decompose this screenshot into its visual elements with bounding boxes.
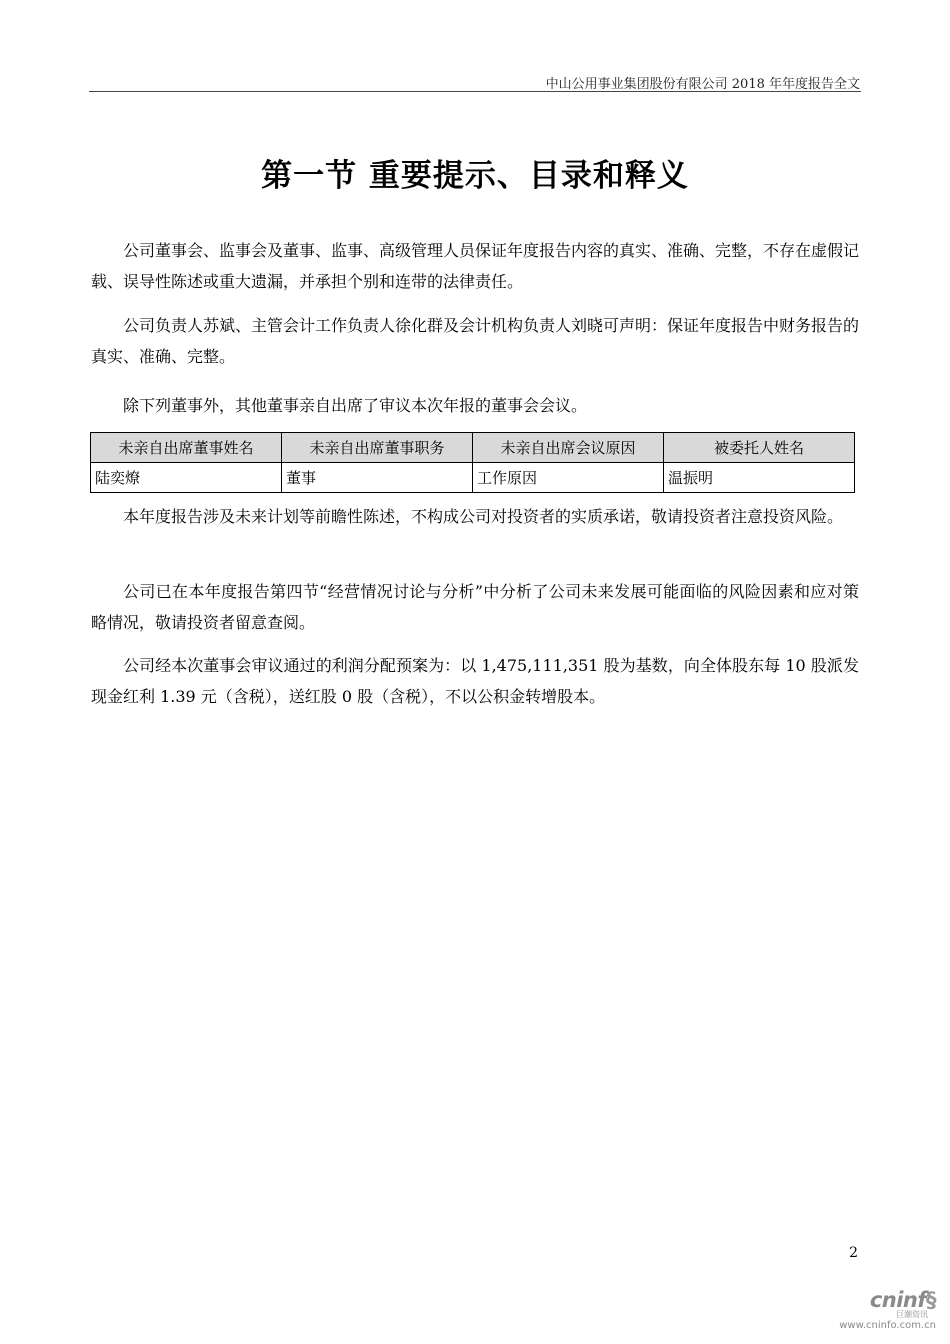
cninfo-url: www.cninfo.com.cn: [839, 1320, 936, 1331]
table-header-cell: 未亲自出席会议原因: [473, 433, 664, 463]
page-number: 2: [849, 1245, 858, 1261]
absent-directors-table: [90, 432, 855, 493]
section-title: 第一节 重要提示、目录和释义: [261, 158, 689, 194]
paragraph-responsible-persons: 公司负责人苏斌、主管会计工作负责人徐化群及会计机构负责人刘晓可声明：保证年度报告中财务报告的真实、准确、完整。: [91, 316, 860, 366]
table-header-cell: 未亲自出席董事姓名: [91, 433, 282, 463]
table-header-row: [91, 433, 855, 463]
paragraph-risk-factors: 公司已在本年度报告第四节“经营情况讨论与分析”中分析了公司未来发展可能面临的风险因素和应对策略情况，敬请投资者留意查阅。: [91, 582, 859, 632]
swirl-icon: §: [926, 1288, 936, 1312]
running-header: 中山公用事业集团股份有限公司 2018 年年度报告全文: [545, 77, 860, 92]
table-cell: 陆奕燎: [91, 463, 282, 493]
paragraph-assurance: 公司董事会、监事会及董事、监事、高级管理人员保证年度报告内容的真实、准确、完整，不存在虚假记载、误导性陈述或重大遗漏，并承担个别和连带的法律责任。: [91, 241, 860, 291]
table-row: [91, 463, 855, 493]
table-header-cell: 未亲自出席董事职务: [282, 433, 473, 463]
table-cell: 温振明: [664, 463, 855, 493]
cninfo-watermark: [839, 1288, 936, 1331]
cninfo-chinese-name: 巨潮资讯: [896, 1310, 928, 1319]
paragraph-profit-distribution: 公司经本次董事会审议通过的利润分配预案为：以 1,475,111,351 股为基数，向全体股东每 10 股派发现金红利 1.39 元（含税），送红股 0 股（含税），不以公积金转增股本。: [91, 656, 859, 706]
paragraph-attendance: 除下列董事外，其他董事亲自出席了审议本次年报的董事会会议。: [123, 396, 588, 415]
paragraph-forward-looking: 本年度报告涉及未来计划等前瞻性陈述，不构成公司对投资者的实质承诺，敬请投资者注意投资风险。: [123, 507, 844, 526]
table-cell: 董事: [282, 463, 473, 493]
table-cell: 工作原因: [473, 463, 664, 493]
cninfo-logo-text: cninf: [869, 1288, 926, 1312]
table-header-cell: 被委托人姓名: [664, 433, 855, 463]
header-divider: [89, 91, 861, 92]
